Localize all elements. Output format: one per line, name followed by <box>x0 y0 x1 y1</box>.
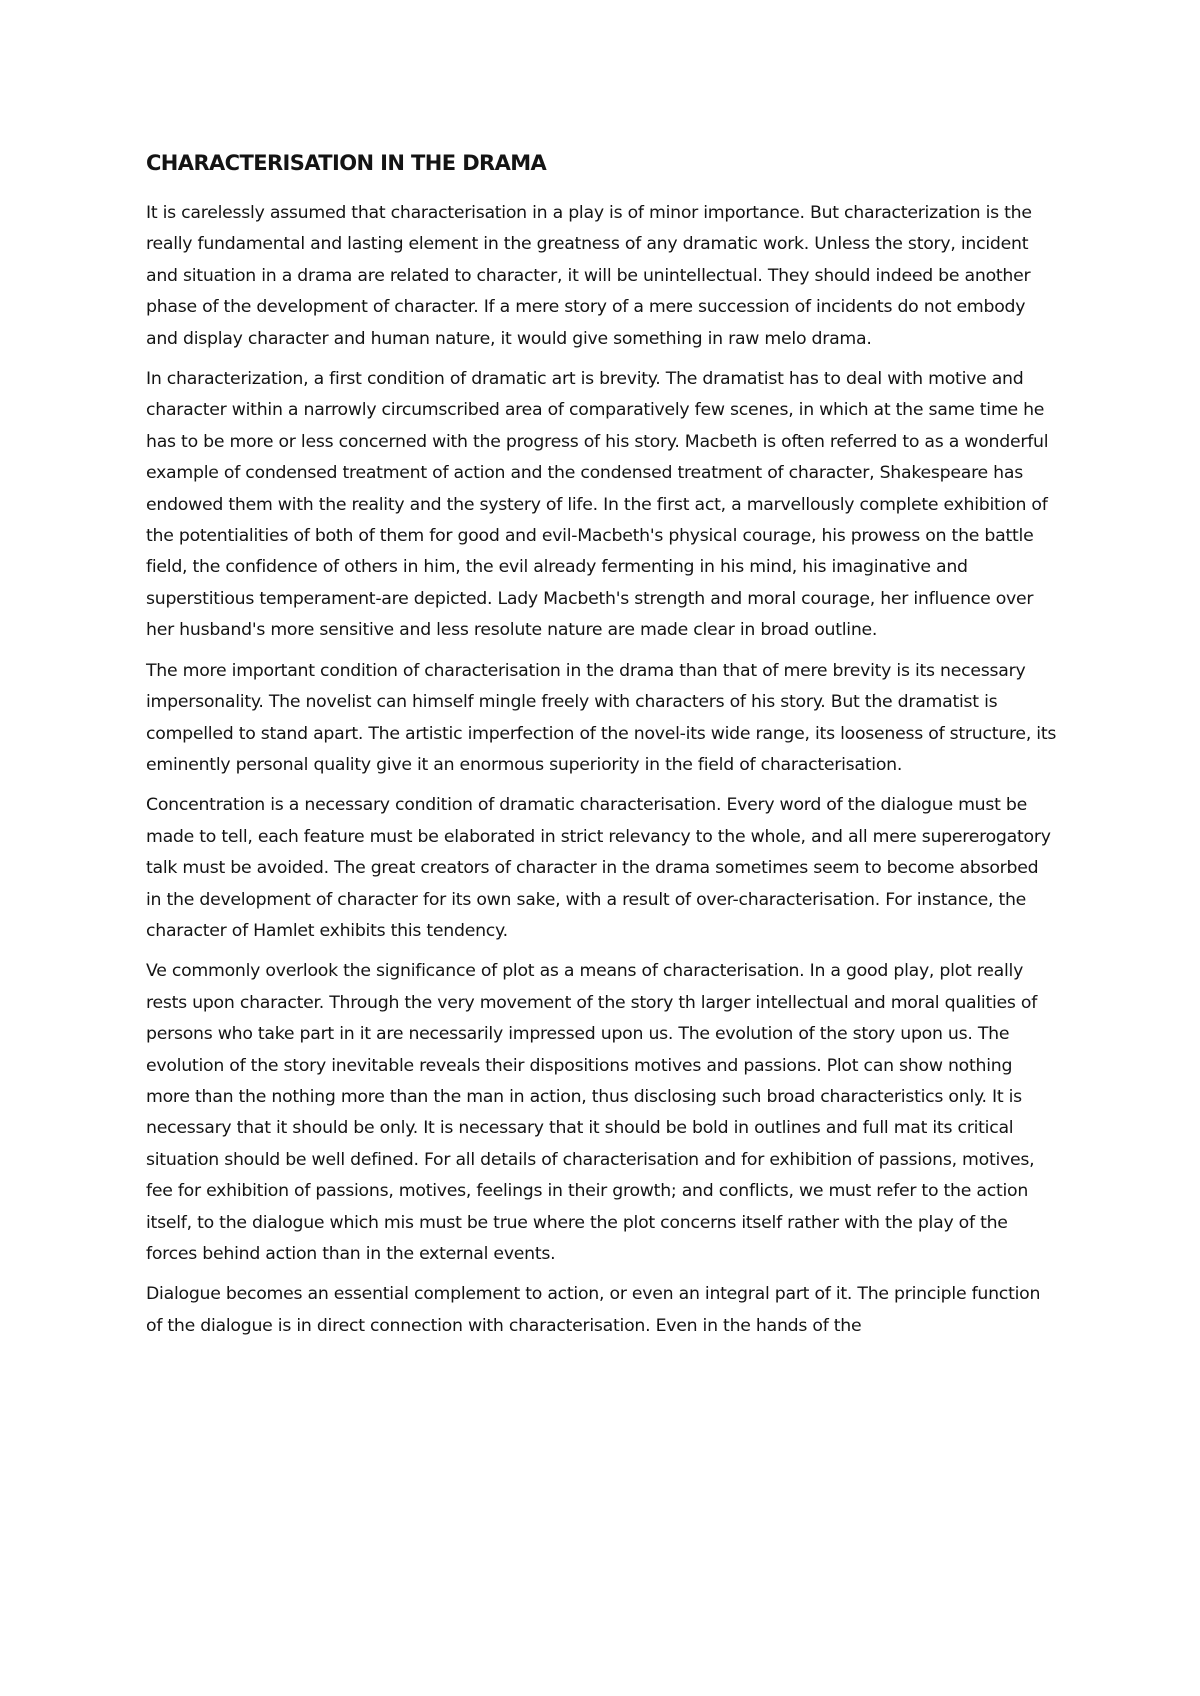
document-body <box>146 148 1058 1351</box>
paragraph-dialogue: Dialogue becomes an essential complement to action, or even an integral part of it. The principle function of the dialogue is in direct connection with characterisation. Even in the hands of the <box>146 1284 1041 1336</box>
paragraph-brevity: In characterization, a first condition of dramatic art is brevity. The dramatist has to deal with motive and character within a narrowly circumscribed area of comparatively few scenes, in which at the same time he has to be more or less concerned with the progress of his story. Macbeth is often referred to as a wonderful example of condensed treatment of action and the condensed treatment of character, Shakespeare has endowed them with the reality and the systery of life. In the first act, a marvellously complete exhibition of the potentialities of both of them for good and evil-Macbeth's physical courage, his prowess on the battle field, the confidence of others in him, the evil already fermenting in his mind, his imaginative and superstitious temperament-are depicted. Lady Macbeth's strength and moral courage, her influence over her husband's more sensitive and less resolute nature are made clear in broad outline. <box>146 369 1049 641</box>
document-title: CHARACTERISATION IN THE DRAMA <box>146 151 547 175</box>
paragraph-intro: It is carelessly assumed that characterisation in a play is of minor importance. But characterization is the really fundamental and lasting element in the greatness of any dramatic work. Unless the story, incident and situation in a drama are related to character, it will be unintellectual. They should indeed be another phase of the development of character. If a mere story of a mere succession of incidents do not embody and display character and human nature, it would give something in raw melo drama. <box>146 203 1032 349</box>
paragraph-concentration: Concentration is a necessary condition of dramatic characterisation. Every word of the dialogue must be made to tell, each feature must be elaborated in strict relevancy to the whole, and all mere supererogatory talk must be avoided. The great creators of character in the drama sometimes seem to become absorbed in the development of character for its own sake, with a result of over-characterisation. For instance, the character of Hamlet exhibits this tendency. <box>146 795 1051 941</box>
paragraph-impersonality: The more important condition of characterisation in the drama than that of mere brevity is its necessary impersonality. The novelist can himself mingle freely with characters of his story. But the dramatist is compelled to stand apart. The artistic imperfection of the novel-its wide range, its looseness of structure, its eminently personal quality give it an enormous superiority in the field of characterisation. <box>146 660 1057 775</box>
paragraph-plot: Ve commonly overlook the significance of plot as a means of characterisation. In a good play, plot really rests upon character. Through the very movement of the story th larger intellectual and moral qualities of persons who take part in it are necessarily impressed upon us. The evolution of the story upon us. The evolution of the story inevitable reveals their dispositions motives and passions. Plot can show nothing more than the nothing more than the man in action, thus disclosing such broad characteristics only. It is necessary that it should be only. It is necessary that it should be bold in outlines and full mat its critical situation should be well defined. For all details of characterisation and for exhibition of passions, motives, fee for exhibition of passions, motives, feelings in their growth; and conflicts, we must refer to the action itself, to the dialogue which mis must be true where the plot concerns itself rather with the play of the forces behind action than in the external events. <box>146 961 1038 1264</box>
